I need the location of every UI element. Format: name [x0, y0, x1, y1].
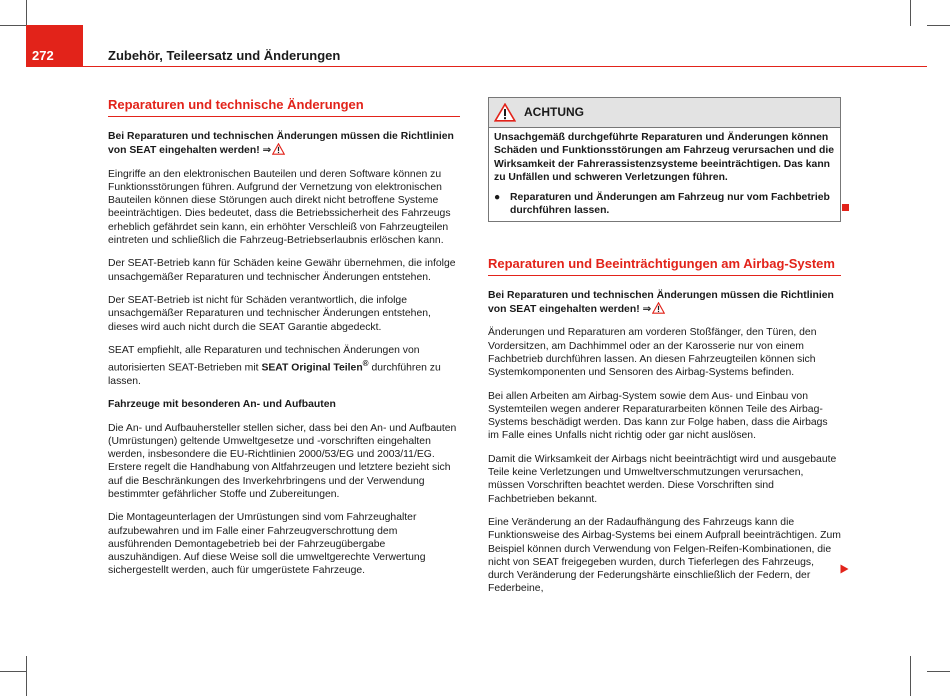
crop-mark [927, 671, 950, 672]
warning-body [489, 128, 840, 221]
paragraph: Damit die Wirksamkeit der Airbags nicht beeinträchtigt wird und ausgebaute Teile keine Verletzungen und Umweltverschmutzungen verursachen, müssen Vorschriften beachtet werden. Diese Vorschriften sind Fachbetrieben bekannt. [488, 453, 837, 505]
page-number: 272 [32, 48, 54, 63]
crop-mark [910, 0, 911, 26]
lead-text: Bei Reparaturen und technischen Änderungen müssen die Richtlinien von SEAT eingehalten werden! ⇒ [488, 289, 834, 316]
crop-mark [26, 0, 27, 26]
bullet-dot: ● [494, 192, 501, 204]
text-run: SEAT empfiehlt, alle Reparaturen und technischen Änderungen von autorisierten SEAT-Betrieben mit [108, 344, 420, 374]
lead-paragraph [108, 130, 460, 158]
paragraph: Bei allen Arbeiten am Airbag-System sowie dem Aus- und Einbau von Systemteilen wegen anderer Reparaturarbeiten können Teile des Airbag-Systems beschädigt werden. Das kann zur Folge haben, dass die Airbags im Falle eines Unfalls nicht richtig oder gar nicht auslösen. [488, 390, 828, 442]
crop-mark [0, 671, 26, 672]
end-of-section-icon [842, 204, 849, 211]
bullet-text: Reparaturen und Änderungen am Fahrzeug nur vom Fachbetrieb durchführen lassen. [510, 192, 830, 217]
bullet-item [494, 191, 835, 218]
continue-arrow-icon[interactable] [840, 564, 849, 574]
text-run: durchführen zu lassen. [108, 362, 441, 387]
paragraph: Die An- und Aufbauhersteller stellen sicher, dass bei den An- und Aufbauten (Umrüstungen) geltende Umweltgesetze und -vorschriften eingehalten werden, insbesondere die EU-Richtlinien 2000/53/EG und 2003/11/EG. Erstere regelt die Handhabung von Altfahrzeugen und letztere bezieht sich auf die Beschränkungen des Inverkehrbringens und der Verwendung bestimmter gefährlicher Stoffe und Zubereitungen. [108, 422, 457, 500]
section-title: Reparaturen und Beeinträchtigungen am Airbag-System [488, 256, 841, 276]
paragraph: Der SEAT-Betrieb ist nicht für Schäden verantwortlich, die infolge unsachgemäßer Reparaturen und technischer Änderungen entstehen, dieses wird auch nicht durch die SEAT Garantie abgedeckt. [108, 294, 431, 333]
warning-triangle-icon [494, 103, 516, 122]
left-column [108, 97, 460, 588]
running-header: Zubehör, Teileersatz und Änderungen [108, 48, 341, 63]
warning-title: ACHTUNG [524, 104, 584, 119]
warning-box [488, 97, 841, 222]
lead-paragraph [488, 289, 841, 317]
brand-term: SEAT Original Teilen [261, 362, 363, 374]
paragraph: Der SEAT-Betrieb kann für Schäden keine Gewähr übernehmen, die infolge unsachgemäßer Reparaturen und technischer Änderungen entstehen. [108, 258, 456, 283]
paragraph: Eingriffe an den elektronischen Bauteilen und deren Software können zu Funktionsstörungen führen. Aufgrund der Vernetzung von elektronischen Bauteilen können diese Störungen auch direkt nicht betroffene Systeme beeinträchtigen. Dies bedeutet, dass die Betriebssicherheit des Fahrzeugs erheblich gefährdet sein kann, ein erhöhter Verschleiß von Fahrzeugteilen eintreten und schließlich die Fahrzeug-Betriebserlaubnis erlöschen kann. [108, 168, 451, 247]
paragraph: Die Montageunterlagen der Umrüstungen sind vom Fahrzeughalter aufzubewahren und im Falle einer Fahrzeugverschrottung dem ausführenden Demontagebetrieb bei der Fahrzeugübergabe auszuhändigen. Auf diese Weise soll die umweltgerechte Verwertung sichergestellt werden, auch für umgerüstete Fahrzeuge. [108, 512, 426, 577]
warning-text: Unsachgemäß durchgeführte Reparaturen und Änderungen können Schäden und Funktionsstörungen am Fahrzeug verursachen und die Wirksamkeit der Fahrerassistenzsysteme beeinträchtigen. Das kann zu Unfällen und schweren Verletzungen führen. [494, 132, 835, 183]
warning-header [489, 98, 840, 128]
crop-mark [26, 656, 27, 696]
paragraph: Eine Veränderung an der Radaufhängung des Fahrzeugs kann die Funktionsweise des Airbag-Systems bei einem Aufprall beeinträchtigen. Zum Beispiel können durch Verwendung von Felgen-Reifen-Kombinationen, die nicht von SEAT freigegeben wurden, durch Tieferlegen des Fahrzeugs, durch Veränderung der Federungshärte einschließlich der Federn, der Federbeine, [488, 516, 841, 595]
lead-text: Bei Reparaturen und technischen Änderungen müssen die Richtlinien von SEAT eingehalten werden! ⇒ [108, 131, 454, 157]
crop-mark [927, 25, 950, 26]
right-column [488, 97, 841, 606]
warning-triangle-icon[interactable] [272, 143, 285, 155]
crop-mark [0, 25, 26, 26]
paragraph: Änderungen und Reparaturen am vorderen Stoßfänger, den Türen, den Vordersitzen, am Dachhimmel oder an der Karosserie nur von einem Fachbetrieb durchführen lassen. An diesen Fahrzeugteilen können sich Systemkomponenten und Sensoren des Airbag-Systems befinden. [488, 327, 817, 379]
header-rule [83, 66, 927, 67]
paragraph [108, 344, 460, 388]
section-title: Reparaturen und technische Änderungen [108, 97, 460, 117]
subheading: Fahrzeuge mit besonderen An- und Aufbauten [108, 399, 336, 411]
crop-mark [910, 656, 911, 696]
warning-triangle-icon[interactable] [652, 302, 665, 314]
registered-mark: ® [362, 359, 369, 369]
